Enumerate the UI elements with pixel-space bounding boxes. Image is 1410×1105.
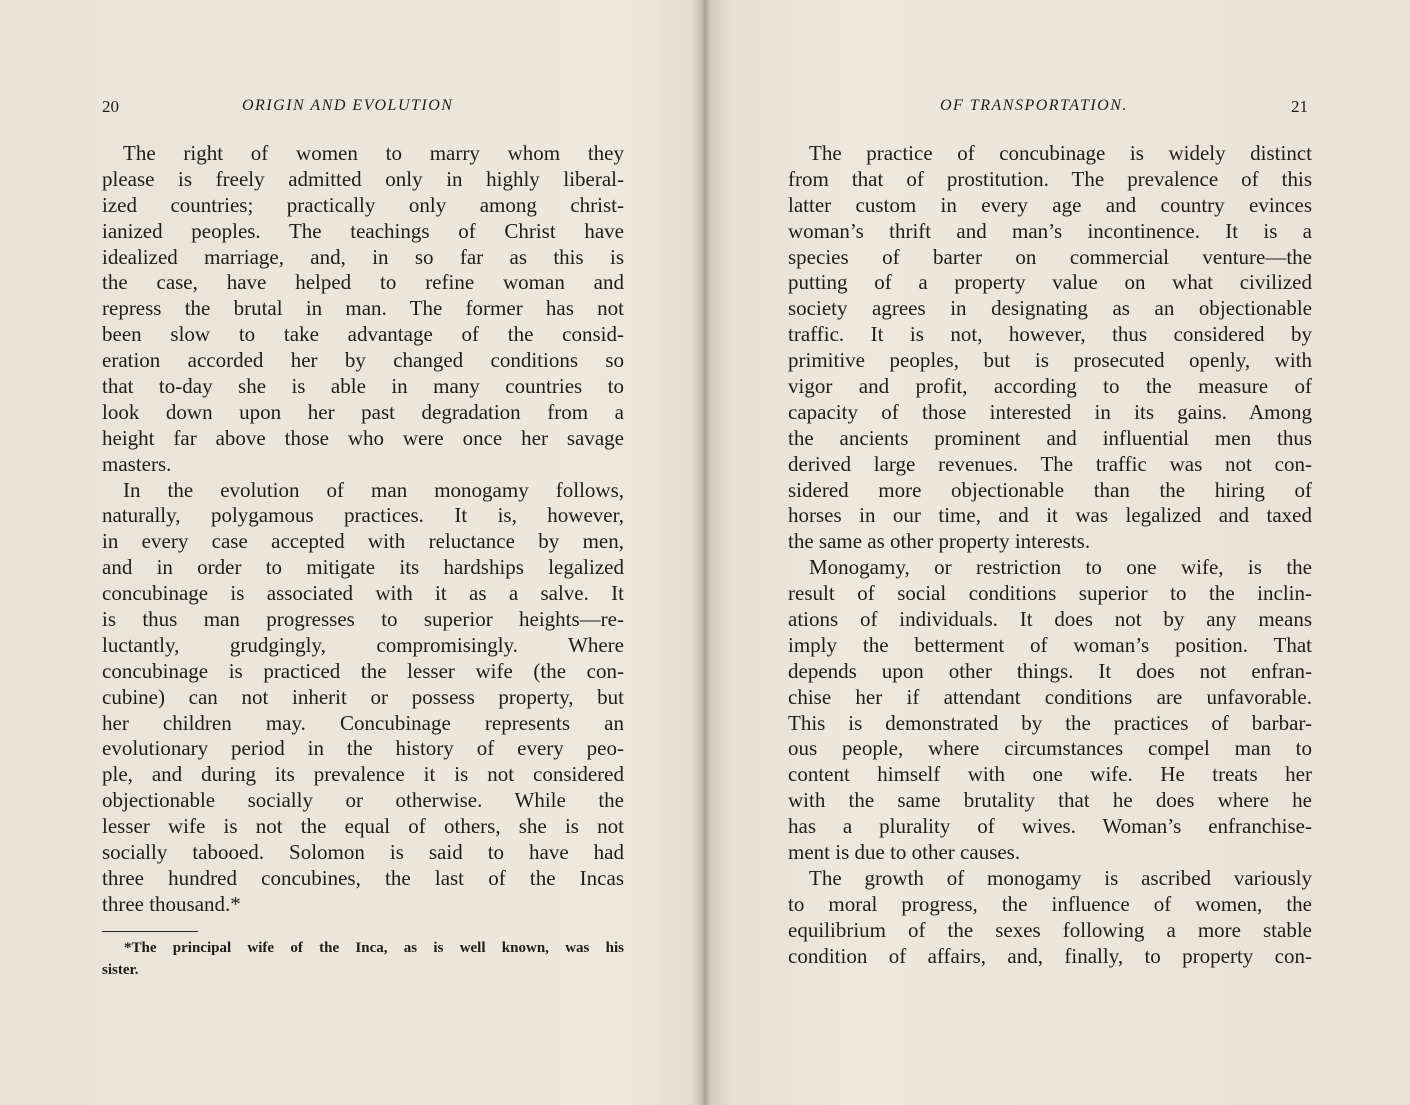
- footnote-line: sister.: [102, 962, 139, 978]
- text-line: in every case accepted with reluctance by men,: [102, 529, 624, 554]
- text-line: evolutionary period in the history of every peo-: [102, 736, 624, 761]
- left-page-header: [102, 97, 626, 123]
- footnote-line: *The principal wife of the Inca, as is well known, was his: [124, 940, 624, 956]
- text-line: been slow to take advantage of the consid-: [102, 322, 624, 347]
- text-line: and in order to mitigate its hardships legalized: [102, 555, 624, 580]
- text-line: derived large revenues. The traffic was not con-: [788, 451, 1312, 476]
- text-line: lesser wife is not the equal of others, she is not: [102, 814, 624, 839]
- text-line: socially tabooed. Solomon is said to have had: [102, 840, 624, 865]
- text-line: naturally, polygamous practices. It is, however,: [102, 503, 624, 528]
- text-line: condition of affairs, and, finally, to property con-: [788, 943, 1312, 968]
- text-line: result of social conditions superior to the inclin-: [788, 581, 1312, 606]
- page-number: 20: [102, 97, 119, 116]
- text-line: vigor and profit, according to the measure of: [788, 374, 1312, 399]
- text-line: imply the betterment of woman’s position. That: [788, 632, 1312, 657]
- text-line: ations of individuals. It does not by any means: [788, 607, 1312, 632]
- text-line: look down upon her past degradation from a: [102, 399, 624, 424]
- text-line: This is demonstrated by the practices of barbar-: [788, 710, 1312, 735]
- footnote-rule: [102, 931, 198, 932]
- text-line: chise her if attendant conditions are unfavorable.: [788, 684, 1312, 709]
- text-line: The practice of concubinage is widely distinct: [809, 141, 1312, 165]
- text-line: woman’s thrift and man’s incontinence. It is a: [788, 218, 1312, 243]
- text-line: ple, and during its prevalence it is not considered: [102, 762, 624, 787]
- text-line: with the same brutality that he does where he: [788, 788, 1312, 813]
- text-line: equilibrium of the sexes following a more stable: [788, 917, 1312, 942]
- footnote: [102, 937, 624, 981]
- text-line: ianized peoples. The teachings of Christ have: [102, 218, 624, 243]
- text-line: the case, have helped to refine woman and: [102, 270, 624, 295]
- text-line: luctantly, grudgingly, compromisingly. Where: [102, 632, 624, 657]
- text-line: content himself with one wife. He treats her: [788, 762, 1312, 787]
- text-line: primitive peoples, but is prosecuted openly, with: [788, 348, 1312, 373]
- page-number: 21: [1291, 97, 1308, 116]
- text-line: In the evolution of man monogamy follows,: [123, 477, 624, 502]
- text-line: concubinage is associated with it as a salve. It: [102, 581, 624, 606]
- text-line: ment is due to other causes.: [788, 840, 1021, 865]
- text-line: depends upon other things. It does not enfran-: [788, 658, 1312, 683]
- text-line: the ancients prominent and influential men thus: [788, 425, 1312, 450]
- text-line: three hundred concubines, the last of the Incas: [102, 865, 624, 890]
- text-line: The growth of monogamy is ascribed variously: [809, 865, 1312, 890]
- text-line: repress the brutal in man. The former has not: [102, 296, 624, 321]
- text-line: three thousand.*: [102, 891, 241, 916]
- text-line: please is freely admitted only in highly liberal-: [102, 166, 624, 191]
- text-line: sidered more objectionable than the hiring of: [788, 477, 1312, 502]
- text-line: idealized marriage, and, in so far as this is: [102, 244, 624, 269]
- text-line: capacity of those interested in its gains. Among: [788, 399, 1312, 424]
- text-line: eration accorded her by changed conditions so: [102, 348, 624, 373]
- text-line: species of barter on commercial venture—the: [788, 244, 1312, 269]
- text-line: has a plurality of wives. Woman’s enfranchise-: [788, 814, 1312, 839]
- text-line: ized countries; practically only among christ-: [102, 192, 624, 217]
- text-line: the same as other property interests.: [788, 529, 1091, 554]
- text-line: objectionable socially or otherwise. While the: [102, 788, 624, 813]
- text-line: putting of a property value on what civilized: [788, 270, 1312, 295]
- running-head: OF TRANSPORTATION.: [940, 97, 1128, 114]
- running-head: ORIGIN AND EVOLUTION: [242, 97, 454, 114]
- text-line: The right of women to marry whom they: [123, 141, 624, 165]
- text-line: latter custom in every age and country evinces: [788, 192, 1312, 217]
- left-page-body: [102, 141, 624, 918]
- text-line: is thus man progresses to superior heights—re-: [102, 607, 624, 632]
- text-line: from that of prostitution. The prevalence of this: [788, 166, 1312, 191]
- text-line: to moral progress, the influence of women, the: [788, 891, 1312, 916]
- text-line: cubine) can not inherit or possess property, but: [102, 684, 624, 709]
- text-line: society agrees in designating as an objectionable: [788, 296, 1312, 321]
- text-line: Monogamy, or restriction to one wife, is the: [809, 555, 1312, 580]
- text-line: concubinage is practiced the lesser wife (the con-: [102, 658, 624, 683]
- text-line: horses in our time, and it was legalized and taxed: [788, 503, 1312, 528]
- text-line: traffic. It is not, however, thus considered by: [788, 322, 1312, 347]
- text-line: her children may. Concubinage represents an: [102, 710, 624, 735]
- text-line: masters.: [102, 451, 172, 476]
- text-line: ous people, where circumstances compel man to: [788, 736, 1312, 761]
- right-page-header: [788, 97, 1308, 123]
- text-line: height far above those who were once her savage: [102, 425, 624, 450]
- right-page-body: [788, 141, 1312, 970]
- right-page: [705, 0, 1410, 1105]
- text-line: that to-day she is able in many countries to: [102, 374, 624, 399]
